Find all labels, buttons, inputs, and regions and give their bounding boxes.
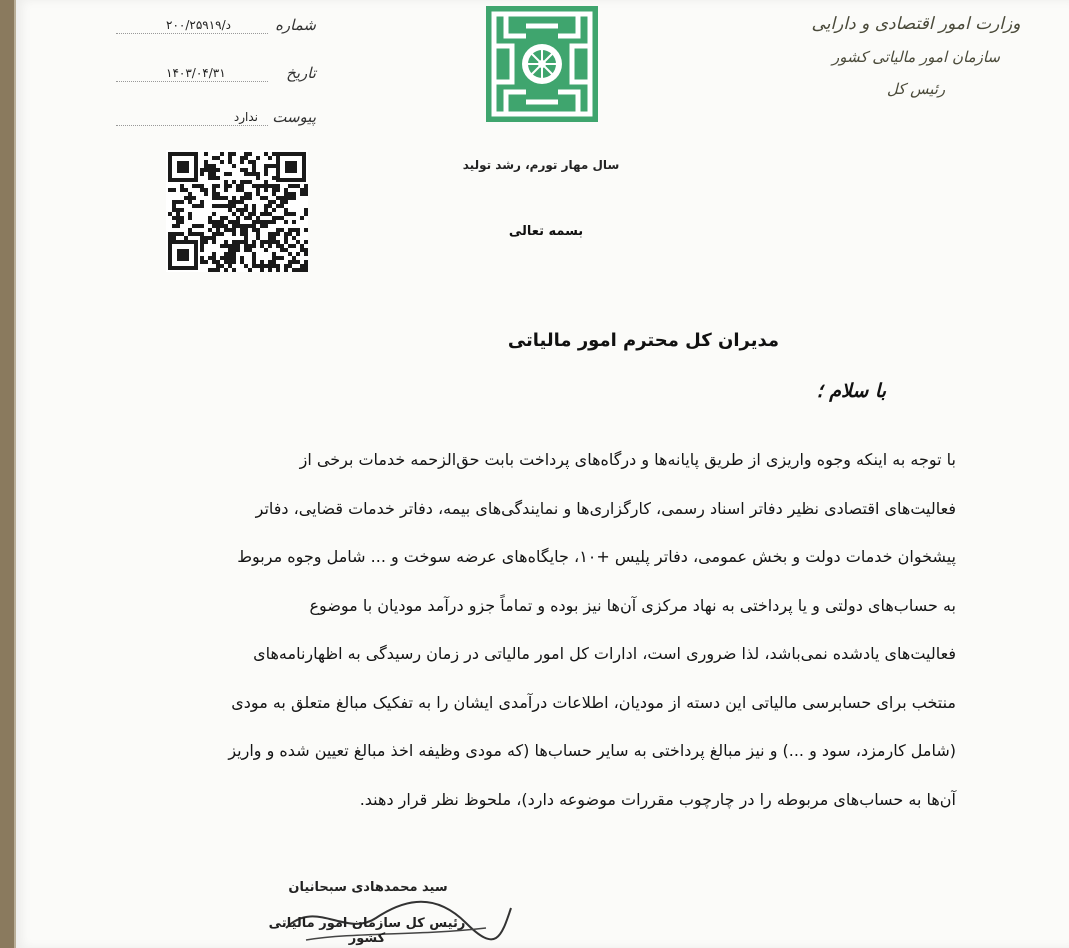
number-row — [116, 12, 316, 38]
body-line: آن‌ها به حساب‌های مربوطه را در چارچوب مقررات موضوعه دارد)، ملحوظ نظر قرار دهند. — [359, 789, 956, 809]
letter-sheet — [14, 0, 1069, 948]
body-line: پیشخوان خدمات دولت و بخش عمومی، دفاتر پلیس +۱۰، جایگاه‌های عرضه سوخت و ... شامل وجوه مربوط — [237, 547, 956, 566]
body-line: فعالیت‌های اقتصادی نظیر دفاتر اسناد رسمی، کارگزاری‌ها و نمایندگی‌های بیمه، دفاتر خدمات قضایی، دفاتر — [255, 498, 956, 518]
body-line: با توجه به اینکه وجوه واریزی از طریق پایانه‌ها و درگاه‌های پرداخت بابت حق‌الزحمه خدمات برخی از — [299, 450, 956, 469]
addressee: مدیران کل محترم امور مالیاتی — [507, 330, 779, 351]
body-line: فعالیت‌های یادشده نمی‌باشد، لذا ضروری است، ادارات کل امور مالیاتی در زمان رسیدگی به اظهارنامه‌های — [253, 644, 956, 663]
body-line: (شامل کارمزد، سود و ...) و نیز مبالغ پرداختی به سایر حساب‌ها (که مودی وظیفه اخذ مبالغ تعیین شده و واریز — [228, 741, 956, 760]
number-label: شماره — [275, 16, 316, 34]
attachment-row — [116, 104, 316, 130]
year-slogan: سال مهار تورم، رشد تولید — [462, 158, 620, 172]
ministry-line: وزارت امور اقتصادی و دارایی — [811, 14, 1021, 34]
head-title-line: رئیس کل — [886, 80, 946, 98]
tax-organization-emblem — [486, 6, 598, 122]
body-line: به حساب‌های دولتی و یا پرداختی به نهاد مرکزی آن‌ها نیز بوده و تماماً جزو درآمد مودیان با موضوع — [309, 595, 956, 615]
date-label: تاریخ — [286, 64, 316, 82]
date-value: ۱۴۰۳/۰۴/۳۱ — [116, 65, 268, 82]
attachment-value: ندارد — [116, 109, 268, 126]
basmala: بسمه تعالی — [508, 224, 584, 239]
letter-body — [126, 436, 956, 824]
signatory-title: رئیس کل سازمان امور مالیاتی کشور — [268, 916, 466, 946]
attachment-label: پیوست — [272, 108, 316, 126]
date-row — [116, 60, 316, 86]
number-value: د/۲۰۰/۲۵۹۱۹ — [116, 17, 268, 34]
greeting: با سلام ؛ — [816, 380, 886, 402]
organization-line: سازمان امور مالیاتی کشور — [832, 48, 1000, 66]
signatory-name: سید محمدهادی سبحانیان — [288, 880, 448, 895]
qr-code — [166, 150, 308, 272]
ministry-header — [806, 14, 1026, 98]
body-line: منتخب برای حسابرسی مالیاتی این دسته از مودیان، اطلاعات درآمدی ایشان را به تفکیک مبالغ متعلق به مودی — [231, 692, 956, 712]
